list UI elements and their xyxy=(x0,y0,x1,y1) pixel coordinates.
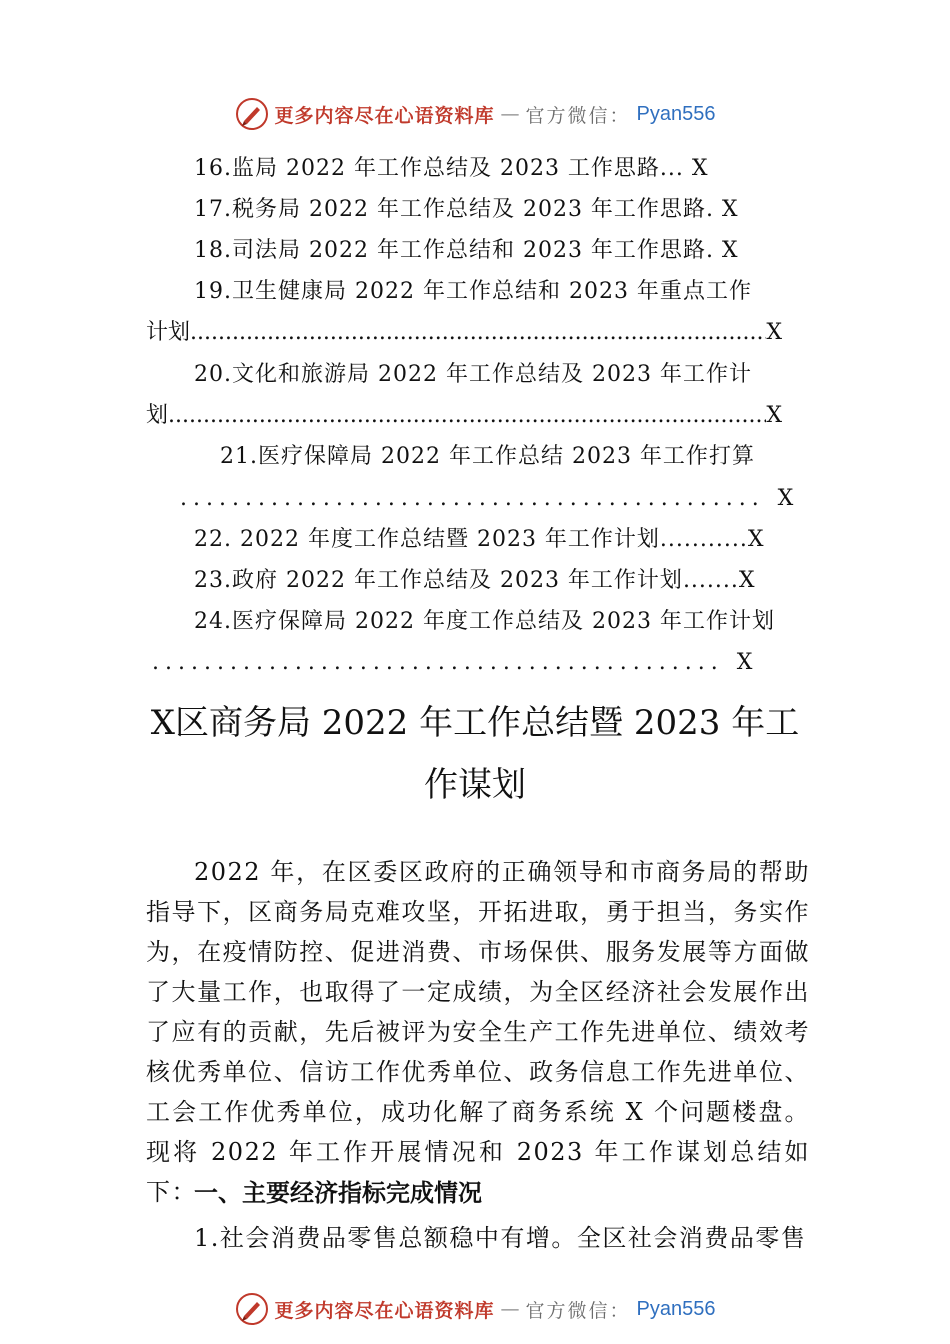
toc-item-19-page: X xyxy=(766,320,782,345)
toc-item-24[interactable]: 24.医疗保障局 2022 年度工作总结及 2023 年工作计划 xyxy=(194,609,775,634)
toc-item-23[interactable]: 23.政府 2022 年工作总结及 2023 年工作计划.......X xyxy=(194,568,756,593)
toc-leader-dots xyxy=(168,401,766,431)
watermark-dash: — xyxy=(500,1298,520,1320)
watermark-footer xyxy=(0,1289,950,1329)
watermark-label: 官方微信： xyxy=(525,104,631,127)
watermark-main-text: 更多内容尽在心语资料库 xyxy=(274,104,495,127)
watermark-main-text: 更多内容尽在心语资料库 xyxy=(274,1299,495,1322)
toc-item-22[interactable]: 22. 2022 年度工作总结暨 2023 年工作计划...........X xyxy=(194,527,765,552)
toc-item-20-continuation[interactable] xyxy=(146,401,782,431)
toc-leader-dots xyxy=(190,318,766,348)
point-1-paragraph: 1.社会消费品零售总额稳中有增。全区社会消费品零售 xyxy=(194,1224,807,1252)
document-title-line-2: 作谋划 xyxy=(424,765,526,805)
toc-item-24-dots: ............................................ X xyxy=(152,650,759,675)
toc-item-19-continuation[interactable] xyxy=(146,318,782,348)
section-heading-1: 一、主要经济指标完成情况 xyxy=(194,1179,482,1207)
toc-item-19-cont-text: 计划 xyxy=(146,320,191,345)
watermark-wechat-id: Pyan556 xyxy=(636,1297,716,1320)
toc-item-17[interactable]: 17.税务局 2022 年工作总结及 2023 年工作思路. X xyxy=(194,197,739,222)
pen-logo-icon xyxy=(235,97,269,131)
watermark-wechat-id: Pyan556 xyxy=(636,102,716,125)
watermark-header xyxy=(0,94,950,134)
toc-item-20[interactable]: 20.文化和旅游局 2022 年工作总结及 2023 年工作计 xyxy=(194,362,752,387)
toc-item-21[interactable]: 21.医疗保障局 2022 年工作总结 2023 年工作打算 xyxy=(220,444,755,469)
document-title-line-1: X区商务局 2022 年工作总结暨 2023 年工 xyxy=(150,703,800,743)
document-title xyxy=(140,692,810,816)
toc-item-21-dots: ............................................. X xyxy=(180,486,800,511)
toc-item-16[interactable]: 16.监局 2022 年工作总结及 2023 工作思路... X xyxy=(194,156,709,181)
watermark-label: 官方微信： xyxy=(525,1299,631,1322)
watermark-dash: — xyxy=(500,103,520,125)
toc-item-20-cont-text: 划 xyxy=(146,403,169,428)
pen-logo-icon xyxy=(235,1292,269,1326)
intro-paragraph: 2022 年，在区委区政府的正确领导和市商务局的帮助指导下，区商务局克难攻坚，开拓进取，勇于担当，务实作为，在疫情防控、促进消费、市场保供、服务发展等方面做了大量工作，也取得了一定成绩，为全区经济社会发展作出了应有的贡献，先后被评为安全生产工作先进单位、绩效考核优秀单位、信访工作优秀单位、政务信息工作先进单位、工会工作优秀单位，成功化解了商务系统 X 个问题楼盘。现将 2022 年工作开展情况和 2023 年工作谋划总结如下： xyxy=(146,858,810,1206)
toc-item-19[interactable]: 19.卫生健康局 2022 年工作总结和 2023 年重点工作 xyxy=(194,279,752,304)
toc-item-20-page: X xyxy=(766,403,782,428)
toc-item-18[interactable]: 18.司法局 2022 年工作总结和 2023 年工作思路. X xyxy=(194,238,739,263)
